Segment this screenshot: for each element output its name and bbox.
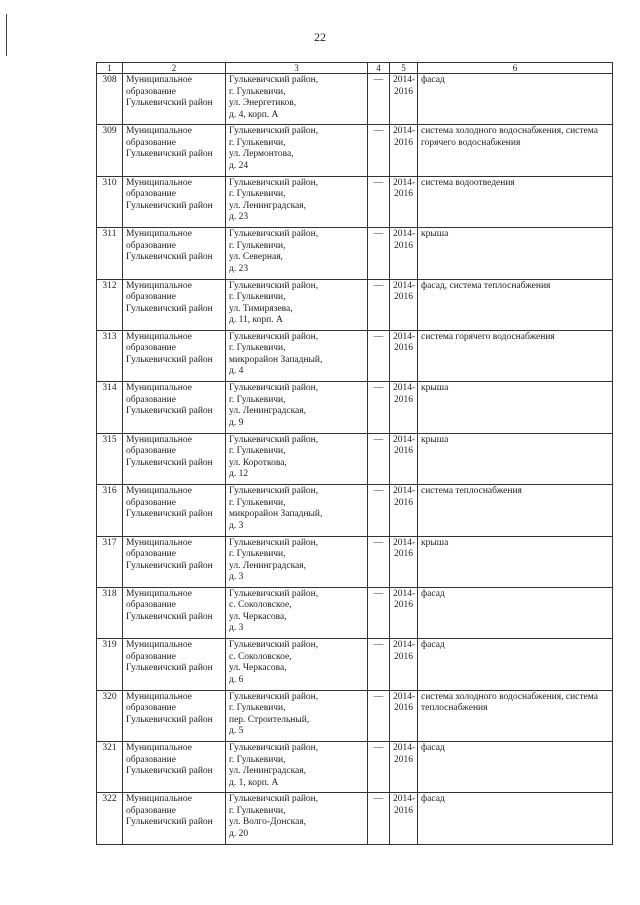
- address-line: г. Гулькевичи,: [229, 292, 286, 303]
- address-line: Гулькевичский район,: [229, 640, 319, 651]
- address-line: Гулькевичский район,: [229, 229, 319, 240]
- row-number-cell: 313: [97, 330, 123, 381]
- address-line: г. Гулькевичи,: [229, 754, 286, 765]
- municipality-line: образование: [126, 189, 176, 200]
- row-number-cell: 312: [97, 279, 123, 330]
- period-cell: [390, 382, 418, 433]
- municipality-cell: [123, 587, 226, 638]
- address-line: д. 3: [229, 623, 244, 634]
- address-line: г. Гулькевичи,: [229, 137, 286, 148]
- municipality-cell: [123, 793, 226, 844]
- municipality-line: Муниципальное: [126, 743, 192, 754]
- address-line: г. Гулькевичи,: [229, 549, 286, 560]
- works-cell: система горячего водоснабжения: [418, 330, 613, 381]
- address-cell: [226, 639, 368, 690]
- municipality-cell: [123, 279, 226, 330]
- row-number-cell: 322: [97, 793, 123, 844]
- period-cell: [390, 176, 418, 227]
- address-line: ул. Черкасова,: [229, 611, 287, 622]
- column-header: 6: [418, 63, 613, 74]
- period-line: 2016: [394, 137, 413, 148]
- period-line: 2014-: [393, 640, 416, 651]
- address-line: Гулькевичский район,: [229, 486, 319, 497]
- address-line: Гулькевичский район,: [229, 177, 319, 188]
- municipality-line: образование: [126, 549, 176, 560]
- period-cell: [390, 639, 418, 690]
- address-line: Гулькевичский район,: [229, 280, 319, 291]
- period-cell: [390, 587, 418, 638]
- period-line: 2014-: [393, 588, 416, 599]
- municipality-line: образование: [126, 292, 176, 303]
- table-row: [97, 433, 613, 484]
- municipality-line: Гулькевичский район: [126, 611, 213, 622]
- address-cell: [226, 74, 368, 125]
- address-line: г. Гулькевичи,: [229, 394, 286, 405]
- period-line: 2016: [394, 754, 413, 765]
- municipality-line: Муниципальное: [126, 537, 192, 548]
- column-4-cell: —: [368, 587, 390, 638]
- municipality-cell: [123, 176, 226, 227]
- address-cell: [226, 330, 368, 381]
- period-cell: [390, 690, 418, 741]
- works-cell: фасад: [418, 742, 613, 793]
- municipality-line: Муниципальное: [126, 434, 192, 445]
- municipality-line: Муниципальное: [126, 280, 192, 291]
- period-cell: [390, 74, 418, 125]
- municipality-line: Гулькевичский район: [126, 457, 213, 468]
- address-line: д. 5: [229, 726, 244, 737]
- table-row: [97, 793, 613, 844]
- row-number-cell: 320: [97, 690, 123, 741]
- municipality-line: Муниципальное: [126, 794, 192, 805]
- column-4-cell: —: [368, 330, 390, 381]
- address-line: г. Гулькевичи,: [229, 497, 286, 508]
- municipality-line: образование: [126, 86, 176, 97]
- works-cell: крыша: [418, 228, 613, 279]
- period-line: 2014-: [393, 691, 416, 702]
- works-cell: фасад: [418, 74, 613, 125]
- address-line: г. Гулькевичи,: [229, 805, 286, 816]
- address-line: д. 6: [229, 674, 244, 685]
- period-line: 2016: [394, 86, 413, 97]
- address-line: г. Гулькевичи,: [229, 189, 286, 200]
- column-header: 2: [123, 63, 226, 74]
- address-cell: [226, 485, 368, 536]
- address-cell: [226, 793, 368, 844]
- period-line: 2016: [394, 240, 413, 251]
- address-line: ул. Северная,: [229, 252, 283, 263]
- period-cell: [390, 330, 418, 381]
- table-row: [97, 536, 613, 587]
- address-line: микрорайон Западный,: [229, 509, 323, 520]
- period-cell: [390, 793, 418, 844]
- table-row: [97, 330, 613, 381]
- works-cell: фасад: [418, 587, 613, 638]
- column-4-cell: —: [368, 176, 390, 227]
- municipality-cell: [123, 382, 226, 433]
- municipality-cell: [123, 536, 226, 587]
- column-4-cell: —: [368, 125, 390, 176]
- address-line: Гулькевичский район,: [229, 691, 319, 702]
- period-line: 2016: [394, 292, 413, 303]
- works-cell: крыша: [418, 433, 613, 484]
- municipality-line: образование: [126, 343, 176, 354]
- address-cell: [226, 433, 368, 484]
- row-number-cell: 309: [97, 125, 123, 176]
- period-line: 2014-: [393, 177, 416, 188]
- address-line: Гулькевичский район,: [229, 126, 319, 137]
- address-line: ул. Короткова,: [229, 457, 287, 468]
- period-line: 2014-: [393, 229, 416, 240]
- address-line: пер. Строительный,: [229, 714, 310, 725]
- period-line: 2014-: [393, 331, 416, 342]
- row-number-cell: 315: [97, 433, 123, 484]
- column-4-cell: —: [368, 639, 390, 690]
- table-row: [97, 382, 613, 433]
- period-line: 2014-: [393, 280, 416, 291]
- table-row: [97, 587, 613, 638]
- address-cell: [226, 125, 368, 176]
- address-cell: [226, 742, 368, 793]
- table-row: [97, 176, 613, 227]
- address-line: Гулькевичский район,: [229, 331, 319, 342]
- column-4-cell: —: [368, 690, 390, 741]
- period-line: 2014-: [393, 486, 416, 497]
- period-line: 2014-: [393, 537, 416, 548]
- address-line: д. 3: [229, 572, 244, 583]
- column-4-cell: —: [368, 433, 390, 484]
- address-line: д. 11, корп. А: [229, 315, 283, 326]
- address-line: д. 9: [229, 417, 244, 428]
- period-line: 2016: [394, 703, 413, 714]
- municipality-cell: [123, 330, 226, 381]
- address-line: Гулькевичский район,: [229, 588, 319, 599]
- municipality-line: образование: [126, 754, 176, 765]
- column-4-cell: —: [368, 742, 390, 793]
- period-line: 2016: [394, 549, 413, 560]
- address-line: ул. Ленинградская,: [229, 406, 307, 417]
- municipality-line: Муниципальное: [126, 486, 192, 497]
- municipality-cell: [123, 125, 226, 176]
- table-row: [97, 690, 613, 741]
- works-cell: система холодного водоснабжения, система теплоснабжения: [418, 690, 613, 741]
- period-cell: [390, 125, 418, 176]
- row-number-cell: 310: [97, 176, 123, 227]
- municipality-line: Муниципальное: [126, 75, 192, 85]
- period-line: 2016: [394, 394, 413, 405]
- municipality-line: образование: [126, 137, 176, 148]
- table-row: [97, 74, 613, 125]
- municipality-line: Муниципальное: [126, 640, 192, 651]
- address-cell: [226, 228, 368, 279]
- column-4-cell: —: [368, 228, 390, 279]
- municipality-line: образование: [126, 394, 176, 405]
- address-line: с. Соколовское,: [229, 651, 292, 662]
- period-line: 2016: [394, 600, 413, 611]
- period-cell: [390, 433, 418, 484]
- address-line: Гулькевичский район,: [229, 743, 319, 754]
- address-line: ул. Черкасова,: [229, 663, 287, 674]
- registry-table: [96, 62, 613, 845]
- page-number: 22: [314, 30, 326, 44]
- address-line: д. 24: [229, 160, 249, 171]
- table-row: [97, 639, 613, 690]
- municipality-line: Гулькевичский район: [126, 509, 213, 520]
- municipality-line: образование: [126, 497, 176, 508]
- address-line: д. 23: [229, 263, 249, 274]
- row-number-cell: 321: [97, 742, 123, 793]
- address-line: Гулькевичский район,: [229, 434, 319, 445]
- period-line: 2016: [394, 446, 413, 457]
- row-number-cell: 308: [97, 74, 123, 125]
- address-line: Гулькевичский район,: [229, 75, 319, 85]
- address-cell: [226, 587, 368, 638]
- row-number-cell: 311: [97, 228, 123, 279]
- address-line: г. Гулькевичи,: [229, 86, 286, 97]
- address-line: д. 3: [229, 520, 244, 531]
- period-line: 2016: [394, 497, 413, 508]
- municipality-line: образование: [126, 600, 176, 611]
- address-line: г. Гулькевичи,: [229, 446, 286, 457]
- address-line: Гулькевичский район,: [229, 537, 319, 548]
- municipality-line: Гулькевичский район: [126, 406, 213, 417]
- period-line: 2014-: [393, 383, 416, 394]
- municipality-line: Гулькевичский район: [126, 252, 213, 263]
- address-line: д. 12: [229, 469, 249, 480]
- works-cell: крыша: [418, 536, 613, 587]
- column-header: 1: [97, 63, 123, 74]
- period-line: 2014-: [393, 75, 416, 85]
- municipality-line: образование: [126, 703, 176, 714]
- address-cell: [226, 176, 368, 227]
- column-4-cell: —: [368, 74, 390, 125]
- works-cell: система холодного водоснабжения, система горячего водоснабжения: [418, 125, 613, 176]
- column-header: 3: [226, 63, 368, 74]
- works-cell: фасад: [418, 793, 613, 844]
- period-line: 2014-: [393, 434, 416, 445]
- address-line: г. Гулькевичи,: [229, 343, 286, 354]
- address-line: д. 23: [229, 212, 249, 223]
- period-line: 2016: [394, 651, 413, 662]
- municipality-cell: [123, 485, 226, 536]
- municipality-line: образование: [126, 446, 176, 457]
- address-cell: [226, 536, 368, 587]
- municipality-line: Гулькевичский район: [126, 200, 213, 211]
- table-header-row: [97, 63, 613, 74]
- municipality-cell: [123, 433, 226, 484]
- municipality-line: Гулькевичский район: [126, 149, 213, 160]
- period-line: 2014-: [393, 743, 416, 754]
- row-number-cell: 316: [97, 485, 123, 536]
- address-line: ул. Ленинградская,: [229, 766, 307, 777]
- municipality-line: Муниципальное: [126, 588, 192, 599]
- period-line: 2016: [394, 343, 413, 354]
- period-cell: [390, 279, 418, 330]
- address-line: г. Гулькевичи,: [229, 703, 286, 714]
- row-number-cell: 314: [97, 382, 123, 433]
- municipality-cell: [123, 742, 226, 793]
- municipality-line: Муниципальное: [126, 691, 192, 702]
- municipality-line: Гулькевичский район: [126, 303, 213, 314]
- period-cell: [390, 742, 418, 793]
- address-line: д. 4, корп. А: [229, 109, 279, 120]
- municipality-cell: [123, 639, 226, 690]
- municipality-line: образование: [126, 805, 176, 816]
- municipality-line: Гулькевичский район: [126, 98, 213, 108]
- address-line: г. Гулькевичи,: [229, 240, 286, 251]
- municipality-line: образование: [126, 651, 176, 662]
- municipality-line: Муниципальное: [126, 383, 192, 394]
- period-line: 2014-: [393, 794, 416, 805]
- table-row: [97, 485, 613, 536]
- municipality-line: Гулькевичский район: [126, 560, 213, 571]
- works-cell: система водоотведения: [418, 176, 613, 227]
- period-cell: [390, 228, 418, 279]
- column-4-cell: —: [368, 485, 390, 536]
- municipality-line: Гулькевичский район: [126, 663, 213, 674]
- table-row: [97, 279, 613, 330]
- municipality-line: Муниципальное: [126, 177, 192, 188]
- period-line: 2014-: [393, 126, 416, 137]
- address-line: ул. Ленинградская,: [229, 200, 307, 211]
- column-4-cell: —: [368, 279, 390, 330]
- address-cell: [226, 382, 368, 433]
- address-line: Гулькевичский район,: [229, 383, 319, 394]
- works-cell: крыша: [418, 382, 613, 433]
- municipality-line: Муниципальное: [126, 331, 192, 342]
- row-number-cell: 319: [97, 639, 123, 690]
- table-row: [97, 742, 613, 793]
- municipality-cell: [123, 690, 226, 741]
- column-header: 5: [390, 63, 418, 74]
- address-line: с. Соколовское,: [229, 600, 292, 611]
- municipality-line: образование: [126, 240, 176, 251]
- address-line: ул. Волго-Донская,: [229, 817, 307, 828]
- works-cell: фасад: [418, 639, 613, 690]
- municipality-line: Муниципальное: [126, 229, 192, 240]
- municipality-line: Гулькевичский район: [126, 714, 213, 725]
- address-line: ул. Тимирязева,: [229, 303, 293, 314]
- table-row: [97, 228, 613, 279]
- address-cell: [226, 690, 368, 741]
- municipality-cell: [123, 228, 226, 279]
- works-cell: фасад, система теплоснабжения: [418, 279, 613, 330]
- address-line: Гулькевичский район,: [229, 794, 319, 805]
- municipality-line: Гулькевичский район: [126, 766, 213, 777]
- address-line: д. 20: [229, 828, 249, 839]
- municipality-line: Муниципальное: [126, 126, 192, 137]
- address-line: ул. Ленинградская,: [229, 560, 307, 571]
- works-cell: система теплоснабжения: [418, 485, 613, 536]
- period-line: 2016: [394, 805, 413, 816]
- table-row: [97, 125, 613, 176]
- municipality-cell: [123, 74, 226, 125]
- column-4-cell: —: [368, 382, 390, 433]
- column-4-cell: —: [368, 536, 390, 587]
- period-line: 2016: [394, 189, 413, 200]
- address-line: д. 4: [229, 366, 244, 377]
- address-line: д. 1, корп. А: [229, 777, 279, 788]
- address-line: микрорайон Западный,: [229, 354, 323, 365]
- row-number-cell: 318: [97, 587, 123, 638]
- municipality-line: Гулькевичский район: [126, 817, 213, 828]
- column-header: 4: [368, 63, 390, 74]
- address-cell: [226, 279, 368, 330]
- row-number-cell: 317: [97, 536, 123, 587]
- municipality-line: Гулькевичский район: [126, 354, 213, 365]
- address-line: ул. Лермонтова,: [229, 149, 294, 160]
- address-line: ул. Энергетиков,: [229, 98, 297, 108]
- column-4-cell: —: [368, 793, 390, 844]
- period-cell: [390, 536, 418, 587]
- period-cell: [390, 485, 418, 536]
